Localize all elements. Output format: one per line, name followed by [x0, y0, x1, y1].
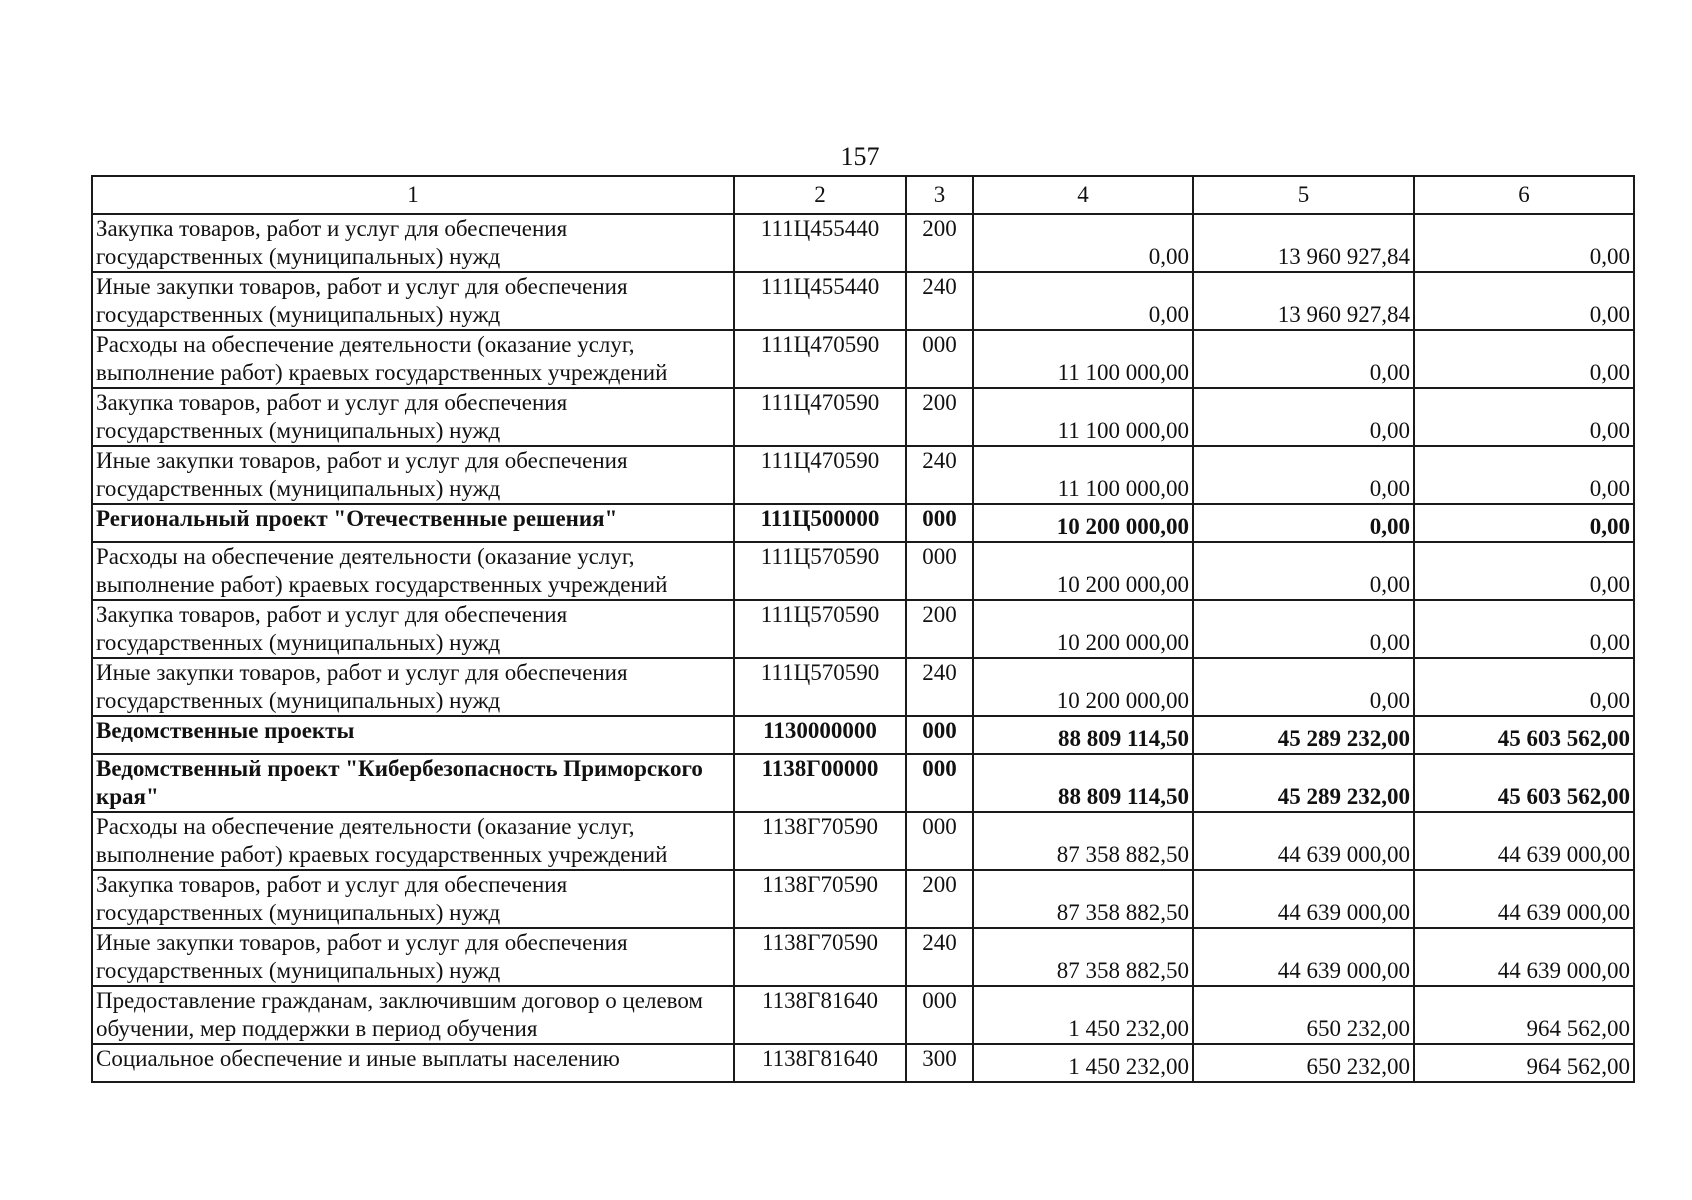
row-amount-col5-cell: 45 289 232,00 — [1193, 716, 1414, 754]
row-kind-cell: 200 — [906, 214, 973, 272]
row-kind-cell: 200 — [906, 870, 973, 928]
row-name-cell: Предоставление гражданам, заключившим договор о целевом обучении, мер поддержки в период обучения — [92, 986, 734, 1044]
row-code-cell: 1138Г70590 — [734, 870, 906, 928]
row-amount-col6-cell: 44 639 000,00 — [1414, 812, 1634, 870]
row-kind-cell: 000 — [906, 504, 973, 542]
row-amount-col6-cell: 0,00 — [1414, 214, 1634, 272]
row-name-cell: Закупка товаров, работ и услуг для обеспечения государственных (муниципальных) нужд — [92, 214, 734, 272]
row-amount-col5-cell: 45 289 232,00 — [1193, 754, 1414, 812]
row-kind-cell: 000 — [906, 754, 973, 812]
table-row — [92, 330, 1634, 388]
row-kind-cell: 000 — [906, 716, 973, 754]
row-amount-col5-cell: 0,00 — [1193, 658, 1414, 716]
row-amount-col4-cell: 11 100 000,00 — [973, 330, 1193, 388]
row-kind-cell: 000 — [906, 812, 973, 870]
table-row — [92, 658, 1634, 716]
row-name-cell: Иные закупки товаров, работ и услуг для обеспечения государственных (муниципальных) нужд — [92, 658, 734, 716]
header-cell-4: 4 — [973, 176, 1193, 214]
row-amount-col5-cell: 0,00 — [1193, 388, 1414, 446]
row-kind-cell: 240 — [906, 928, 973, 986]
table-row — [92, 600, 1634, 658]
page-number: 157 — [840, 142, 880, 171]
row-code-cell: 111Ц500000 — [734, 504, 906, 542]
row-amount-col6-cell: 0,00 — [1414, 272, 1634, 330]
row-amount-col5-cell: 0,00 — [1193, 330, 1414, 388]
row-amount-col5-cell: 44 639 000,00 — [1193, 928, 1414, 986]
row-code-cell: 111Ц470590 — [734, 446, 906, 504]
table-row — [92, 214, 1634, 272]
row-code-cell: 111Ц470590 — [734, 388, 906, 446]
row-amount-col4-cell: 1 450 232,00 — [973, 1044, 1193, 1082]
table-row — [92, 928, 1634, 986]
row-kind-cell: 000 — [906, 330, 973, 388]
row-code-cell: 111Ц455440 — [734, 272, 906, 330]
row-amount-col5-cell: 0,00 — [1193, 446, 1414, 504]
row-code-cell: 1138Г81640 — [734, 986, 906, 1044]
row-name-cell: Иные закупки товаров, работ и услуг для обеспечения государственных (муниципальных) нужд — [92, 446, 734, 504]
row-amount-col5-cell: 0,00 — [1193, 504, 1414, 542]
row-name-cell: Закупка товаров, работ и услуг для обеспечения государственных (муниципальных) нужд — [92, 870, 734, 928]
row-amount-col4-cell: 10 200 000,00 — [973, 504, 1193, 542]
table-row — [92, 754, 1634, 812]
row-amount-col4-cell: 88 809 114,50 — [973, 716, 1193, 754]
header-cell-6: 6 — [1414, 176, 1634, 214]
row-amount-col6-cell: 0,00 — [1414, 542, 1634, 600]
row-amount-col6-cell: 44 639 000,00 — [1414, 870, 1634, 928]
row-name-cell: Иные закупки товаров, работ и услуг для обеспечения государственных (муниципальных) нужд — [92, 928, 734, 986]
row-amount-col4-cell: 1 450 232,00 — [973, 986, 1193, 1044]
table-row — [92, 504, 1634, 542]
row-amount-col4-cell: 88 809 114,50 — [973, 754, 1193, 812]
row-kind-cell: 240 — [906, 446, 973, 504]
row-name-cell: Расходы на обеспечение деятельности (оказание услуг, выполнение работ) краевых государственных учреждений — [92, 812, 734, 870]
row-kind-cell: 240 — [906, 272, 973, 330]
row-amount-col4-cell: 0,00 — [973, 214, 1193, 272]
table-row — [92, 812, 1634, 870]
row-code-cell: 111Ц570590 — [734, 542, 906, 600]
row-code-cell: 1138Г00000 — [734, 754, 906, 812]
row-code-cell: 1130000000 — [734, 716, 906, 754]
header-cell-3: 3 — [906, 176, 973, 214]
row-code-cell: 1138Г81640 — [734, 1044, 906, 1082]
row-amount-col4-cell: 0,00 — [973, 272, 1193, 330]
row-name-cell: Ведомственный проект "Кибербезопасность Приморского края" — [92, 754, 734, 812]
row-kind-cell: 000 — [906, 542, 973, 600]
row-kind-cell: 200 — [906, 388, 973, 446]
row-code-cell: 111Ц570590 — [734, 600, 906, 658]
table-row — [92, 388, 1634, 446]
row-amount-col4-cell: 10 200 000,00 — [973, 542, 1193, 600]
row-name-cell: Ведомственные проекты — [92, 716, 734, 754]
table-row — [92, 542, 1634, 600]
row-code-cell: 111Ц455440 — [734, 214, 906, 272]
budget-table — [91, 175, 1635, 1083]
row-amount-col4-cell: 87 358 882,50 — [973, 928, 1193, 986]
row-amount-col4-cell: 10 200 000,00 — [973, 600, 1193, 658]
row-amount-col5-cell: 650 232,00 — [1193, 1044, 1414, 1082]
table-row — [92, 870, 1634, 928]
row-kind-cell: 000 — [906, 986, 973, 1044]
row-amount-col6-cell: 0,00 — [1414, 600, 1634, 658]
row-amount-col6-cell: 964 562,00 — [1414, 1044, 1634, 1082]
row-amount-col4-cell: 11 100 000,00 — [973, 446, 1193, 504]
row-amount-col5-cell: 44 639 000,00 — [1193, 870, 1414, 928]
row-amount-col6-cell: 964 562,00 — [1414, 986, 1634, 1044]
table-row — [92, 986, 1634, 1044]
row-amount-col6-cell: 44 639 000,00 — [1414, 928, 1634, 986]
header-cell-2: 2 — [734, 176, 906, 214]
row-name-cell: Региональный проект "Отечественные решения" — [92, 504, 734, 542]
row-name-cell: Расходы на обеспечение деятельности (оказание услуг, выполнение работ) краевых государственных учреждений — [92, 330, 734, 388]
row-amount-col5-cell: 13 960 927,84 — [1193, 272, 1414, 330]
row-amount-col5-cell: 13 960 927,84 — [1193, 214, 1414, 272]
row-amount-col5-cell: 650 232,00 — [1193, 986, 1414, 1044]
table-row — [92, 716, 1634, 754]
row-amount-col6-cell: 45 603 562,00 — [1414, 716, 1634, 754]
row-name-cell: Закупка товаров, работ и услуг для обеспечения государственных (муниципальных) нужд — [92, 600, 734, 658]
row-amount-col6-cell: 45 603 562,00 — [1414, 754, 1634, 812]
row-amount-col5-cell: 44 639 000,00 — [1193, 812, 1414, 870]
row-amount-col6-cell: 0,00 — [1414, 388, 1634, 446]
header-cell-1: 1 — [92, 176, 734, 214]
table-row — [92, 272, 1634, 330]
row-name-cell: Иные закупки товаров, работ и услуг для обеспечения государственных (муниципальных) нужд — [92, 272, 734, 330]
row-name-cell: Закупка товаров, работ и услуг для обеспечения государственных (муниципальных) нужд — [92, 388, 734, 446]
table-body — [92, 176, 1634, 1082]
row-code-cell: 1138Г70590 — [734, 928, 906, 986]
row-amount-col6-cell: 0,00 — [1414, 658, 1634, 716]
row-name-cell: Социальное обеспечение и иные выплаты населению — [92, 1044, 734, 1082]
row-code-cell: 111Ц570590 — [734, 658, 906, 716]
row-amount-col6-cell: 0,00 — [1414, 330, 1634, 388]
row-amount-col6-cell: 0,00 — [1414, 446, 1634, 504]
header-cell-5: 5 — [1193, 176, 1414, 214]
row-amount-col4-cell: 11 100 000,00 — [973, 388, 1193, 446]
row-amount-col4-cell: 10 200 000,00 — [973, 658, 1193, 716]
row-kind-cell: 300 — [906, 1044, 973, 1082]
row-code-cell: 111Ц470590 — [734, 330, 906, 388]
table-row — [92, 1044, 1634, 1082]
row-code-cell: 1138Г70590 — [734, 812, 906, 870]
row-amount-col5-cell: 0,00 — [1193, 600, 1414, 658]
row-amount-col6-cell: 0,00 — [1414, 504, 1634, 542]
table-row — [92, 446, 1634, 504]
row-amount-col4-cell: 87 358 882,50 — [973, 870, 1193, 928]
table-header-row — [92, 176, 1634, 214]
row-name-cell: Расходы на обеспечение деятельности (оказание услуг, выполнение работ) краевых государственных учреждений — [92, 542, 734, 600]
row-kind-cell: 200 — [906, 600, 973, 658]
row-amount-col5-cell: 0,00 — [1193, 542, 1414, 600]
row-amount-col4-cell: 87 358 882,50 — [973, 812, 1193, 870]
row-kind-cell: 240 — [906, 658, 973, 716]
